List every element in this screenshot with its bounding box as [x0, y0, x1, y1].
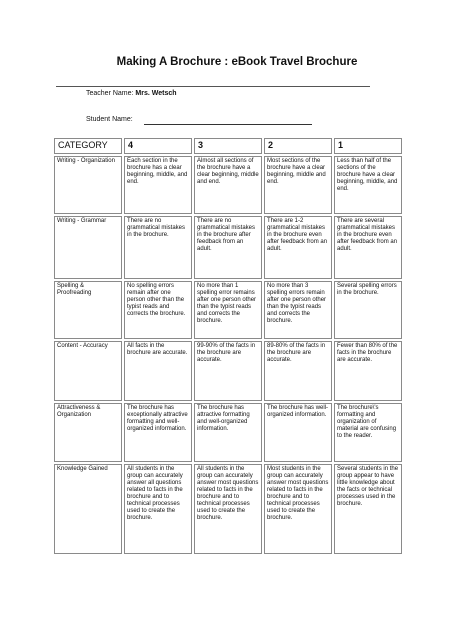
table-row [54, 341, 402, 401]
category-cell: Content - Accuracy [54, 341, 122, 401]
teacher-name: Mrs. Wetsch [135, 90, 177, 97]
header-score-3: 3 [194, 138, 262, 154]
category-cell: Writing - Organization [54, 156, 122, 214]
table-cell: No more than 3 spelling errors remain after one person other than the typist reads and corrects the brochure. [264, 281, 332, 339]
header-row [54, 138, 402, 154]
table-row [54, 403, 402, 462]
category-cell: Knowledge Gained [54, 464, 122, 554]
table-cell: Several spelling errors in the brochure. [334, 281, 402, 339]
teacher-label: Teacher Name: [86, 90, 134, 97]
table-cell: There are no grammatical mistakes in the brochure after feedback from an adult. [194, 216, 262, 279]
table-cell: Most sections of the brochure have a clear beginning, middle and end. [264, 156, 332, 214]
category-cell: Attractiveness & Organization [54, 403, 122, 462]
table-cell: 89-80% of the facts in the brochure are accurate. [264, 341, 332, 401]
category-cell: Writing - Grammar [54, 216, 122, 279]
table-cell: Several students in the group appear to have little knowledge about the facts or technical processes used in the brochure. [334, 464, 402, 554]
table-cell: There are 1-2 grammatical mistakes in the brochure even after feedback from an adult. [264, 216, 332, 279]
table-row [54, 156, 402, 214]
table-row [54, 216, 402, 279]
table-row [54, 464, 402, 554]
table-cell: All students in the group can accurately answer all questions related to facts in the brochure and to technical processes used to create the brochure. [124, 464, 192, 554]
table-cell: The brochure has exceptionally attractive formatting and well-organized information. [124, 403, 192, 462]
table-cell: All facts in the brochure are accurate. [124, 341, 192, 401]
table-cell: The brochure\'s formatting and organization of material are confusing to the reader. [334, 403, 402, 462]
table-cell: Each section in the brochure has a clear beginning, middle, and end. [124, 156, 192, 214]
student-label: Student Name: [86, 116, 133, 123]
table-cell: Almost all sections of the brochure have a clear beginning, middle and end. [194, 156, 262, 214]
header-score-1: 1 [334, 138, 402, 154]
table-row [54, 281, 402, 339]
rubric-table [52, 136, 404, 556]
table-cell: Most students in the group can accurately answer most questions related to facts in the brochure and to technical processes used to create the brochure. [264, 464, 332, 554]
table-cell: The brochure has well-organized information. [264, 403, 332, 462]
table-cell: No spelling errors remain after one person other than the typist reads and corrects the brochure. [124, 281, 192, 339]
teacher-line [86, 90, 177, 97]
table-cell: The brochure has attractive formatting and well-organized information. [194, 403, 262, 462]
header-score-4: 4 [124, 138, 192, 154]
table-cell: Fewer than 80% of the facts in the brochure are accurate. [334, 341, 402, 401]
document-title: Making A Brochure : eBook Travel Brochure [116, 56, 358, 68]
category-cell: Spelling & Proofreading [54, 281, 122, 339]
table-cell: All students in the group can accurately answer most questions related to facts in the brochure and to technical processes used to create the brochure. [194, 464, 262, 554]
title-divider [56, 86, 370, 87]
header-category: CATEGORY [54, 138, 122, 154]
student-name-blank [144, 124, 312, 125]
header-score-2: 2 [264, 138, 332, 154]
table-cell: There are no grammatical mistakes in the brochure. [124, 216, 192, 279]
table-cell: 99-90% of the facts in the brochure are accurate. [194, 341, 262, 401]
student-line [86, 116, 133, 123]
table-cell: There are several grammatical mistakes in the brochure even after feedback from an adult. [334, 216, 402, 279]
table-cell: No more than 1 spelling error remains after one person other than the typist reads and corrects the brochure. [194, 281, 262, 339]
table-cell: Less than half of the sections of the brochure have a clear beginning, middle, and end. [334, 156, 402, 214]
